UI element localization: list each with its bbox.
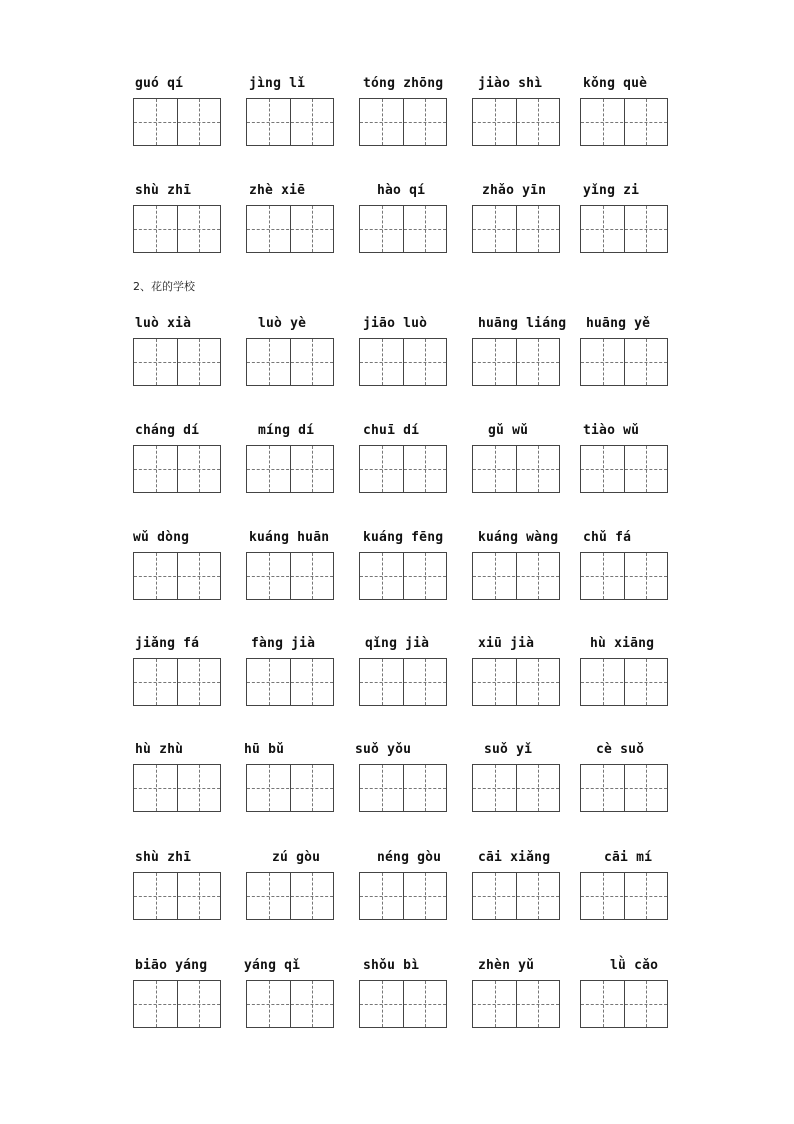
writing-grid[interactable] <box>472 445 560 493</box>
writing-grid[interactable] <box>580 764 668 812</box>
pinyin-label: guó qí <box>135 76 184 91</box>
word-cell <box>133 636 233 726</box>
grid-guide-line <box>538 99 539 145</box>
grid-guide-line <box>425 659 426 705</box>
grid-guide-line <box>360 576 446 577</box>
word-row <box>0 850 794 940</box>
writing-grid[interactable] <box>580 552 668 600</box>
grid-guide-line <box>603 446 604 492</box>
grid-guide-line <box>425 981 426 1027</box>
grid-guide-line <box>199 99 200 145</box>
writing-grid[interactable] <box>246 445 334 493</box>
pinyin-label: suǒ yǒu <box>355 742 412 757</box>
grid-guide-line <box>538 873 539 919</box>
writing-grid[interactable] <box>580 980 668 1028</box>
grid-guide-line <box>134 1004 220 1005</box>
word-cell <box>246 636 346 726</box>
writing-grid[interactable] <box>246 658 334 706</box>
grid-guide-line <box>312 446 313 492</box>
grid-guide-line <box>360 362 446 363</box>
writing-grid[interactable] <box>359 658 447 706</box>
grid-guide-line <box>473 682 559 683</box>
grid-guide-line <box>269 339 270 385</box>
grid-guide-line <box>382 873 383 919</box>
word-cell <box>359 76 459 166</box>
word-row <box>0 958 794 1048</box>
grid-guide-line <box>134 469 220 470</box>
writing-grid[interactable] <box>472 552 560 600</box>
grid-guide-line <box>473 576 559 577</box>
grid-guide-line <box>312 553 313 599</box>
grid-guide-line <box>134 362 220 363</box>
word-cell <box>133 423 233 513</box>
grid-guide-line <box>247 229 333 230</box>
pinyin-label: kuáng wàng <box>478 530 559 545</box>
pinyin-label: suǒ yǐ <box>484 742 533 757</box>
grid-guide-line <box>156 446 157 492</box>
grid-guide-line <box>495 206 496 252</box>
word-cell <box>580 636 680 726</box>
word-cell <box>133 530 233 620</box>
grid-guide-line <box>247 122 333 123</box>
writing-grid[interactable] <box>580 338 668 386</box>
grid-guide-line <box>382 206 383 252</box>
grid-guide-line <box>473 122 559 123</box>
grid-guide-line <box>495 873 496 919</box>
grid-guide-line <box>134 122 220 123</box>
writing-grid[interactable] <box>359 205 447 253</box>
word-row <box>0 183 794 273</box>
writing-grid[interactable] <box>359 552 447 600</box>
pinyin-label: shù zhī <box>135 183 192 198</box>
grid-guide-line <box>156 99 157 145</box>
grid-guide-line <box>646 873 647 919</box>
grid-guide-line <box>199 765 200 811</box>
pinyin-label: zhǎo yīn <box>482 183 547 198</box>
grid-guide-line <box>603 339 604 385</box>
pinyin-label: luò xià <box>135 316 192 331</box>
pinyin-label: jiāo luò <box>363 316 428 331</box>
grid-guide-line <box>134 229 220 230</box>
word-cell <box>359 316 459 406</box>
pinyin-label: shù zhī <box>135 850 192 865</box>
writing-grid[interactable] <box>246 98 334 146</box>
word-row <box>0 530 794 620</box>
grid-guide-line <box>581 896 667 897</box>
writing-grid[interactable] <box>246 205 334 253</box>
writing-grid[interactable] <box>359 445 447 493</box>
grid-guide-line <box>495 765 496 811</box>
grid-guide-line <box>360 896 446 897</box>
writing-grid[interactable] <box>133 980 221 1028</box>
word-cell <box>133 850 233 940</box>
word-cell <box>246 316 346 406</box>
writing-grid[interactable] <box>580 658 668 706</box>
grid-guide-line <box>269 765 270 811</box>
writing-grid[interactable] <box>580 98 668 146</box>
word-cell <box>580 76 680 166</box>
word-cell <box>472 850 572 940</box>
writing-grid[interactable] <box>133 658 221 706</box>
pinyin-label: zú gòu <box>272 850 321 865</box>
pinyin-label: wǔ dòng <box>133 530 190 545</box>
pinyin-label: qǐng jià <box>365 636 430 651</box>
writing-grid[interactable] <box>133 552 221 600</box>
word-cell <box>133 76 233 166</box>
writing-grid[interactable] <box>359 338 447 386</box>
grid-guide-line <box>581 576 667 577</box>
word-cell <box>472 742 572 832</box>
grid-guide-line <box>199 553 200 599</box>
grid-guide-line <box>247 788 333 789</box>
grid-guide-line <box>581 1004 667 1005</box>
grid-guide-line <box>425 765 426 811</box>
writing-grid[interactable] <box>472 205 560 253</box>
grid-guide-line <box>269 553 270 599</box>
word-cell <box>580 530 680 620</box>
word-cell <box>246 530 346 620</box>
word-cell <box>133 742 233 832</box>
word-cell <box>472 183 572 273</box>
grid-guide-line <box>269 981 270 1027</box>
grid-guide-line <box>382 339 383 385</box>
pinyin-label: lǜ cǎo <box>610 958 659 973</box>
pinyin-label: kǒng què <box>583 76 648 91</box>
writing-grid[interactable] <box>472 338 560 386</box>
grid-guide-line <box>199 446 200 492</box>
pinyin-label: huāng yě <box>586 316 651 331</box>
pinyin-label: biāo yáng <box>135 958 208 973</box>
grid-guide-line <box>581 229 667 230</box>
word-row <box>0 742 794 832</box>
word-cell <box>359 183 459 273</box>
grid-guide-line <box>581 469 667 470</box>
grid-guide-line <box>473 362 559 363</box>
grid-guide-line <box>603 553 604 599</box>
writing-grid[interactable] <box>133 98 221 146</box>
grid-guide-line <box>199 339 200 385</box>
grid-guide-line <box>312 339 313 385</box>
pinyin-label: hù zhù <box>135 742 184 757</box>
grid-guide-line <box>134 788 220 789</box>
grid-guide-line <box>199 981 200 1027</box>
grid-guide-line <box>495 99 496 145</box>
grid-guide-line <box>495 659 496 705</box>
grid-guide-line <box>425 446 426 492</box>
grid-guide-line <box>538 553 539 599</box>
writing-grid[interactable] <box>472 98 560 146</box>
grid-guide-line <box>538 981 539 1027</box>
pinyin-label: chǔ fá <box>583 530 632 545</box>
grid-guide-line <box>646 981 647 1027</box>
word-cell <box>359 530 459 620</box>
writing-grid[interactable] <box>246 338 334 386</box>
word-row <box>0 76 794 166</box>
grid-guide-line <box>646 553 647 599</box>
grid-guide-line <box>603 206 604 252</box>
grid-guide-line <box>247 896 333 897</box>
grid-guide-line <box>156 339 157 385</box>
grid-guide-line <box>603 99 604 145</box>
pinyin-label: cè suǒ <box>596 742 645 757</box>
grid-guide-line <box>581 788 667 789</box>
grid-guide-line <box>382 659 383 705</box>
word-cell <box>359 423 459 513</box>
pinyin-label: huāng liáng <box>478 316 567 331</box>
writing-grid[interactable] <box>133 445 221 493</box>
word-cell <box>472 316 572 406</box>
word-cell <box>472 423 572 513</box>
grid-guide-line <box>425 873 426 919</box>
pinyin-label: jiǎng fá <box>135 636 200 651</box>
grid-guide-line <box>473 788 559 789</box>
word-cell <box>246 76 346 166</box>
grid-guide-line <box>603 659 604 705</box>
word-row <box>0 316 794 406</box>
pinyin-label: chuī dí <box>363 423 420 438</box>
grid-guide-line <box>603 873 604 919</box>
word-cell <box>580 958 680 1048</box>
grid-guide-line <box>312 981 313 1027</box>
writing-grid[interactable] <box>359 872 447 920</box>
grid-guide-line <box>382 99 383 145</box>
pinyin-label: jiào shì <box>478 76 543 91</box>
grid-guide-line <box>134 896 220 897</box>
writing-grid[interactable] <box>133 764 221 812</box>
writing-grid[interactable] <box>359 980 447 1028</box>
writing-grid[interactable] <box>246 980 334 1028</box>
word-cell <box>359 850 459 940</box>
grid-guide-line <box>156 765 157 811</box>
grid-guide-line <box>495 981 496 1027</box>
pinyin-label: yáng qǐ <box>244 958 301 973</box>
grid-guide-line <box>425 553 426 599</box>
grid-guide-line <box>312 206 313 252</box>
word-cell <box>359 636 459 726</box>
pinyin-label: cāi xiǎng <box>478 850 551 865</box>
pinyin-label: cháng dí <box>135 423 200 438</box>
grid-guide-line <box>156 553 157 599</box>
grid-guide-line <box>581 682 667 683</box>
grid-guide-line <box>495 446 496 492</box>
grid-guide-line <box>646 206 647 252</box>
pinyin-label: shǒu bì <box>363 958 420 973</box>
grid-guide-line <box>646 765 647 811</box>
word-cell <box>580 183 680 273</box>
grid-guide-line <box>581 362 667 363</box>
grid-guide-line <box>360 469 446 470</box>
grid-guide-line <box>425 206 426 252</box>
grid-guide-line <box>269 446 270 492</box>
pinyin-label: jìng lǐ <box>249 76 306 91</box>
grid-guide-line <box>269 99 270 145</box>
grid-guide-line <box>360 682 446 683</box>
word-row <box>0 636 794 726</box>
grid-guide-line <box>382 446 383 492</box>
word-cell <box>472 76 572 166</box>
word-cell <box>359 958 459 1048</box>
grid-guide-line <box>473 896 559 897</box>
writing-grid[interactable] <box>359 764 447 812</box>
word-cell <box>355 742 459 832</box>
grid-guide-line <box>382 765 383 811</box>
grid-guide-line <box>603 765 604 811</box>
grid-guide-line <box>382 553 383 599</box>
pinyin-label: néng gòu <box>377 850 442 865</box>
word-cell <box>246 183 346 273</box>
grid-guide-line <box>269 873 270 919</box>
grid-guide-line <box>247 469 333 470</box>
section-title: 2、花的学校 <box>133 280 195 293</box>
pinyin-label: hào qí <box>377 183 426 198</box>
word-cell <box>133 958 233 1048</box>
pinyin-label: hū bǔ <box>244 742 285 757</box>
pinyin-label: míng dí <box>258 423 315 438</box>
writing-grid[interactable] <box>472 980 560 1028</box>
pinyin-label: zhè xiē <box>249 183 306 198</box>
writing-grid[interactable] <box>133 338 221 386</box>
grid-guide-line <box>134 682 220 683</box>
grid-guide-line <box>581 122 667 123</box>
pinyin-label: kuáng fēng <box>363 530 444 545</box>
grid-guide-line <box>646 339 647 385</box>
grid-guide-line <box>538 659 539 705</box>
word-cell <box>580 423 680 513</box>
word-cell <box>133 316 233 406</box>
pinyin-label: fàng jià <box>251 636 316 651</box>
grid-guide-line <box>269 206 270 252</box>
word-cell <box>133 183 233 273</box>
grid-guide-line <box>156 981 157 1027</box>
grid-guide-line <box>199 206 200 252</box>
grid-guide-line <box>646 659 647 705</box>
grid-guide-line <box>199 659 200 705</box>
grid-guide-line <box>473 229 559 230</box>
grid-guide-line <box>603 981 604 1027</box>
pinyin-label: tiào wǔ <box>583 423 640 438</box>
writing-grid[interactable] <box>246 552 334 600</box>
grid-guide-line <box>538 206 539 252</box>
word-cell <box>246 423 346 513</box>
pinyin-label: xiū jià <box>478 636 535 651</box>
writing-grid[interactable] <box>580 205 668 253</box>
grid-guide-line <box>269 659 270 705</box>
word-cell <box>472 958 572 1048</box>
grid-guide-line <box>473 469 559 470</box>
writing-grid[interactable] <box>472 658 560 706</box>
grid-guide-line <box>312 659 313 705</box>
writing-grid[interactable] <box>246 872 334 920</box>
pinyin-label: yǐng zi <box>583 183 640 198</box>
grid-guide-line <box>425 99 426 145</box>
pinyin-label: luò yè <box>258 316 307 331</box>
word-cell <box>580 850 680 940</box>
grid-guide-line <box>538 339 539 385</box>
word-row <box>0 423 794 513</box>
word-cell <box>246 742 346 832</box>
pinyin-label: zhèn yǔ <box>478 958 535 973</box>
writing-grid[interactable] <box>580 872 668 920</box>
writing-grid[interactable] <box>246 764 334 812</box>
grid-guide-line <box>247 682 333 683</box>
writing-grid[interactable] <box>472 764 560 812</box>
pinyin-label: tóng zhōng <box>363 76 444 91</box>
word-cell <box>580 316 680 406</box>
grid-guide-line <box>538 765 539 811</box>
grid-guide-line <box>312 873 313 919</box>
writing-grid[interactable] <box>133 205 221 253</box>
grid-guide-line <box>646 446 647 492</box>
grid-guide-line <box>360 229 446 230</box>
grid-guide-line <box>495 553 496 599</box>
writing-grid[interactable] <box>472 872 560 920</box>
grid-guide-line <box>425 339 426 385</box>
grid-guide-line <box>360 122 446 123</box>
grid-guide-line <box>156 206 157 252</box>
grid-guide-line <box>312 765 313 811</box>
pinyin-label: gǔ wǔ <box>488 423 529 438</box>
grid-guide-line <box>156 873 157 919</box>
grid-guide-line <box>495 339 496 385</box>
pinyin-label: kuáng huān <box>249 530 330 545</box>
grid-guide-line <box>247 576 333 577</box>
writing-grid[interactable] <box>580 445 668 493</box>
grid-guide-line <box>473 1004 559 1005</box>
writing-grid[interactable] <box>359 98 447 146</box>
grid-guide-line <box>538 446 539 492</box>
grid-guide-line <box>312 99 313 145</box>
word-cell <box>472 636 572 726</box>
word-cell <box>580 742 680 832</box>
word-cell <box>472 530 572 620</box>
grid-guide-line <box>247 362 333 363</box>
word-cell <box>246 850 346 940</box>
grid-guide-line <box>247 1004 333 1005</box>
grid-guide-line <box>156 659 157 705</box>
pinyin-label: cāi mí <box>604 850 653 865</box>
grid-guide-line <box>360 788 446 789</box>
word-cell <box>246 958 346 1048</box>
grid-guide-line <box>646 99 647 145</box>
grid-guide-line <box>360 1004 446 1005</box>
pinyin-label: hù xiāng <box>590 636 655 651</box>
writing-grid[interactable] <box>133 872 221 920</box>
grid-guide-line <box>199 873 200 919</box>
grid-guide-line <box>134 576 220 577</box>
grid-guide-line <box>382 981 383 1027</box>
